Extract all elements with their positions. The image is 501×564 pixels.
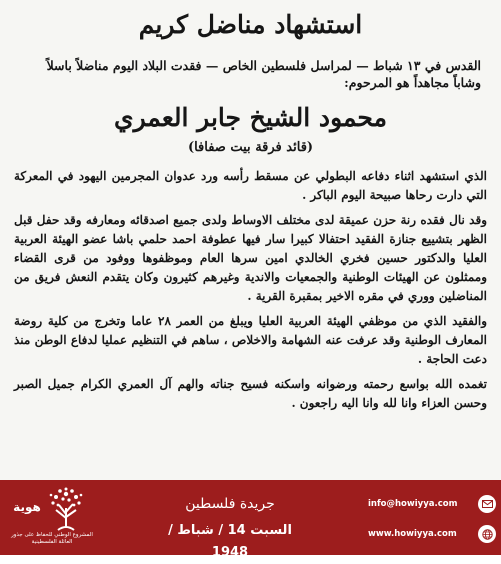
logo-title: هوية bbox=[13, 500, 41, 514]
contact-info bbox=[368, 492, 496, 552]
logo-caption: المشروع الوطني للحفاظ على جذور العائلة الفلسطينية bbox=[11, 532, 93, 545]
article-dateline: القدس في ١٣ شباط — لمراسل فلسطين الخاص — فقدت البلاد اليوم مناضلاً باسلاً وشاباً مجاهداً هو المرحوم: bbox=[46, 58, 481, 90]
globe-icon bbox=[478, 525, 496, 543]
website-link[interactable]: www.howiyya.com bbox=[368, 529, 457, 539]
footer-bar bbox=[0, 480, 501, 560]
issue-date: السبت 14 / شباط / 1948 bbox=[168, 523, 292, 560]
email-row[interactable] bbox=[368, 492, 496, 516]
paper-name: جريدة فلسطين bbox=[185, 496, 275, 512]
article-subtitle: (قائد فرقة بيت صفافا) bbox=[187, 140, 314, 155]
article-headline: استشهاد مناضل كريم bbox=[138, 10, 363, 39]
article-paragraph: تغمده الله بواسع رحمته ورضوانه واسكنه فسيح جناته والهم آل العمري الكرام جميل الصبر وحسن العزاء وانا لله وانا اليه راجعون . bbox=[14, 377, 487, 410]
article-paragraph: والفقيد الذي من موظفي الهيئة العربية العليا ويبلغ من العمر ٢٨ عاما وتخرج من كلية روضة المعارف الوطنية وقد عرفت عنه الشهامة والاخلاص ، ساهم في التنظيم عمليا لدفاع الوطن منذ دعت الحاجة . bbox=[14, 314, 488, 366]
email-link[interactable]: info@howiyya.com bbox=[368, 499, 458, 509]
website-row[interactable] bbox=[368, 522, 496, 546]
article-paragraph: الذي استشهد اثناء دفاعه البطولي عن مسقط رأسه ورد عدوان المجرمين اليهود في المعركة التي دارت رحاها صبيحة اليوم الباكر . bbox=[14, 169, 487, 202]
howiyya-logo[interactable] bbox=[6, 486, 98, 550]
article-paragraph: وقد نال فقده رنة حزن عميقة لدى مختلف الاوساط ولدى جميع اصدقائه ومعارفه وقد حفل قبل الظهر بتشييع جنازة الفقيد احتفالا كبيرا سار فيها عطوفة احمد حلمي باشا عضو الهيئة العربية العليا والدكتور حسين فخري الخالدي امين سرها العام وموظفوها ووفود من قرى القضاء وممثلون عن الهيئات الوطنية والجمعيات والاندية وغيرهم كثيرون وكان يتقدم النعش فريق من المناضلين ووري في مقره الاخير بمقبرة القرية . bbox=[14, 213, 487, 303]
publication-info bbox=[150, 494, 310, 564]
envelope-icon bbox=[478, 495, 496, 513]
martyr-name: محمود الشيخ جابر العمري bbox=[114, 103, 387, 132]
